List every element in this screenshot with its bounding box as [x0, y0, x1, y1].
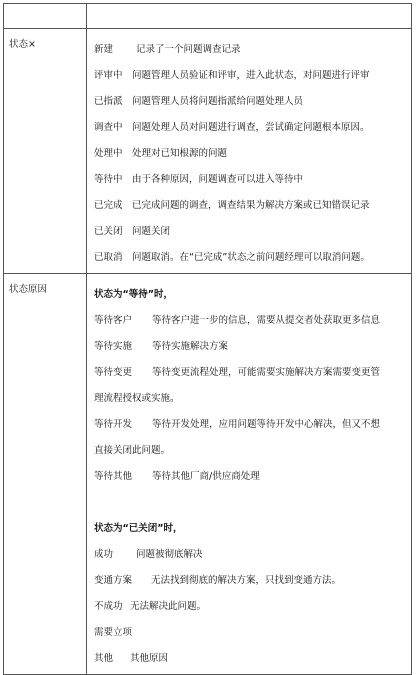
closed-heading: 状态为“已关闭”时， [94, 523, 183, 534]
spacer [94, 488, 411, 514]
reason-key: 成功 [94, 549, 114, 560]
reason-desc: 等待客户进一步的信息，需要从提交者处获取更多信息 [152, 315, 381, 326]
reason-item [94, 540, 411, 566]
status-item [94, 35, 411, 61]
reason-item [94, 566, 411, 592]
status-key: 已完成 [94, 200, 123, 211]
reason-key: 不成功 [94, 601, 123, 612]
status-desc: 问题处理人员对问题进行调查，尝试确定问题根本原因。 [132, 122, 370, 133]
reason-key: 等待客户 [94, 315, 133, 326]
reason-item [94, 644, 411, 670]
reason-item [94, 618, 411, 644]
waiting-heading: 状态为“等待”时， [94, 289, 173, 300]
status-label: 状态× [4, 29, 87, 274]
status-desc: 问题关闭 [132, 226, 171, 237]
status-row [4, 29, 412, 274]
reason-key: 等待其他 [94, 471, 133, 482]
reason-item [94, 592, 411, 618]
status-desc: 由于各种原因，问题调查可以进入等待中 [132, 174, 304, 185]
reason-key: 等待实施 [94, 341, 133, 352]
status-key: 已取消 [94, 252, 123, 263]
status-key: 评审中 [94, 70, 123, 81]
status-item [94, 87, 411, 113]
status-key: 新建 [94, 44, 114, 55]
reason-desc: 等待其他厂商/供应商处理 [152, 471, 260, 482]
status-list [87, 29, 412, 274]
reason-key: 需要立项 [94, 627, 133, 638]
status-key: 已指派 [94, 96, 123, 107]
status-key: 已关闭 [94, 226, 123, 237]
reason-key: 变通方案 [94, 575, 133, 586]
status-item [94, 217, 411, 243]
reason-item [94, 462, 411, 488]
status-item [94, 113, 411, 139]
reason-desc: 无法解决此问题。 [130, 601, 207, 612]
header-cell-right [87, 4, 412, 29]
header-row [4, 4, 412, 29]
reason-key: 等待变更 [94, 367, 133, 378]
status-key: 处理中 [94, 148, 123, 159]
reason-item-continuation: 直接关闭此问题。 [94, 445, 171, 456]
status-item [94, 243, 411, 269]
reason-desc: 无法找到彻底的解决方案，只找到变通方法。 [151, 575, 342, 586]
reason-desc: 问题被彻底解决 [136, 549, 203, 560]
status-desc: 问题管理人员验证和评审，进入此状态，对问题进行评审 [132, 70, 370, 81]
reason-desc: 等待实施解决方案 [152, 341, 229, 352]
header-cell-left [4, 4, 87, 29]
reason-key: 其他 [94, 653, 114, 664]
status-desc: 已完成问题的调查，调查结果为解决方案或已知错误记录 [132, 200, 370, 211]
status-item [94, 139, 411, 165]
reason-item [94, 306, 411, 332]
reason-item-continuation: 理流程授权或实施。 [94, 393, 180, 404]
reason-desc: 等待开发处理，应用问题等待开发中心解决，但又不想 [152, 419, 381, 430]
status-table [3, 3, 412, 675]
status-item [94, 61, 411, 87]
reason-item [94, 410, 411, 436]
reason-list [87, 274, 412, 675]
status-item [94, 165, 411, 191]
reason-desc: 其他原因 [130, 653, 169, 664]
reason-label: 状态原因 [4, 274, 87, 675]
reason-row [4, 274, 412, 675]
status-desc: 问题管理人员将问题指派给问题处理人员 [132, 96, 304, 107]
reason-item [94, 358, 411, 384]
reason-desc: 等待变更流程处理，可能需要实施解决方案需要变更管 [152, 367, 381, 378]
status-item [94, 191, 411, 217]
status-desc: 处理对已知根源的问题 [132, 148, 228, 159]
status-key: 调查中 [94, 122, 123, 133]
status-desc: 问题取消。在“已完成”状态之前问题经理可以取消问题。 [132, 252, 370, 263]
status-desc: 记录了一个问题调查记录 [136, 44, 241, 55]
reason-key: 等待开发 [94, 419, 133, 430]
status-key: 等待中 [94, 174, 123, 185]
reason-item [94, 332, 411, 358]
